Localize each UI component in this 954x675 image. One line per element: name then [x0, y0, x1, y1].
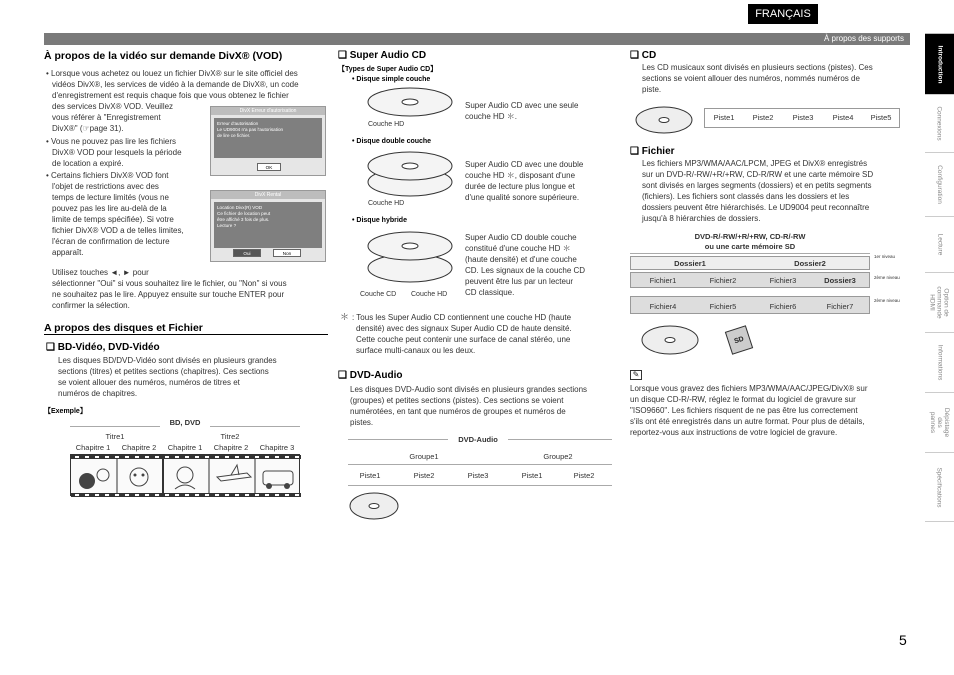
single-text-a: Super Audio CD avec une seule [465, 101, 579, 110]
tab-hdmi[interactable]: Option de commande HDMI [925, 272, 954, 332]
dvda-diagram-title: DVD-Audio [458, 435, 498, 444]
dvda-line [348, 439, 448, 440]
hybrid-text-b: constitué d'une couche HD ＊ [465, 244, 571, 253]
vod-bullet-1-f: DivX®" (☞page 31). [52, 124, 124, 133]
section-header-bar [44, 33, 910, 45]
note-a: Lorsque vous gravez des fichiers MP3/WMA/AAC/JPEG/DivX® sur [630, 384, 868, 393]
note-b: un disque CD-R/-RW, réglez le format du logiciel de gravure sur [630, 395, 856, 404]
dialog-ok-button[interactable]: OK [257, 163, 281, 171]
note-e: reportez-vous aux instructions de votre logiciel de gravure. [630, 428, 838, 437]
use-text-b: sélectionner "Oui" si vous souhaitez lire le fichier, ou "Non" si vous [52, 279, 287, 288]
level2b-caption: 2ème niveau [874, 298, 900, 303]
rental-dialog [210, 190, 326, 262]
double-text-a: Super Audio CD avec une double [465, 160, 584, 169]
bd-chapter: Chapitre 2 [121, 443, 157, 452]
dvda-track: Piste3 [467, 471, 489, 480]
tab-connexions[interactable]: Connexions [925, 94, 954, 152]
file-fichier6: Fichier6 [769, 302, 797, 311]
dvda-text-b: (groupes) et petites sections (pistes). Ces sections se voient [350, 396, 564, 405]
sacd-heading: ❑ Super Audio CD [338, 50, 426, 61]
cd-text-c: piste. [642, 85, 662, 94]
section-title: À propos des supports [823, 34, 904, 43]
sacd-note-star: ＊ [340, 312, 350, 322]
vod-bullet-3-f: fichier DivX® VOD a de telles limites, [52, 226, 184, 235]
vod-bullet-3-h: apparaît. [52, 248, 84, 257]
file-text-d: (fichiers). Les fichiers sont classés dans les dossiers et les [642, 192, 850, 201]
dialog-no-button[interactable]: Non [273, 249, 301, 257]
file-fichier1: Fichier1 [649, 276, 677, 285]
single-layer-label: • Disque simple couche [352, 76, 431, 83]
sacd-note-b: densité) avec des signaux Super Audio CD de haute densité. [356, 324, 572, 333]
dvda-text-c: numérotées, en tant que numéros de groupes et numéros de [350, 407, 566, 416]
vod-bullet-2-b: DivX® VOD pour lesquels la période [52, 148, 182, 157]
hybrid-label: • Disque hybride [352, 217, 407, 224]
bd-diagram [70, 416, 300, 498]
film-strip [70, 454, 300, 496]
cd-text-a: Les CD musicaux sont divisés en plusieurs sections (pistes). Ces [642, 63, 873, 72]
dialog-title: DivX Erreur d'autorisation [211, 107, 325, 115]
cd-track: Piste4 [832, 113, 854, 122]
file-text-f: jusqu'à 8 hiérarchies de dossiers. [642, 214, 761, 223]
film-strip-frames [71, 455, 301, 497]
single-layer-caption: Couche HD [368, 121, 405, 128]
file-fichier7: Fichier7 [826, 302, 854, 311]
vod-bullet-3-d: pouvez pas les lire au-delà de la [52, 204, 167, 213]
folder-dossier3: Dossier3 [824, 276, 856, 285]
sacd-note-c: Cette couche peut contenir une surface de canal stéréo, une [356, 335, 571, 344]
file-text-a: Les fichiers MP3/WMA/AAC/LPCM, JPEG et DivX® enregistrés [642, 159, 868, 168]
vod-bullet-1-b: vidéos DivX®, les services de vidéo à la demande de DivX®, un code [52, 80, 299, 89]
dvda-text-a: Les disques DVD-Audio sont divisés en plusieurs grandes sections [350, 385, 588, 394]
discs-heading: A propos des disques et Fichier [44, 322, 203, 334]
chapter-sidebar [925, 33, 954, 520]
sacd-types-label: 【Types de Super Audio CD】 [338, 66, 438, 73]
vod-bullet-1-d: des services DivX® VOD. Veuillez [52, 102, 174, 111]
bd-titre2: Titre2 [220, 432, 240, 441]
cd-track: Piste5 [870, 113, 892, 122]
dvda-text-d: pistes. [350, 418, 374, 427]
tab-configuration[interactable]: Configuration [925, 152, 954, 216]
file-diagram-title-a: DVD-R/-RW/+R/+RW, CD-R/-RW [694, 232, 806, 241]
sd-card-icon: SD [725, 325, 753, 355]
vod-bullet-1-c: d'enregistrement est requis chaque fois que vous obtenez le fichier [52, 91, 289, 100]
bd-diagram-line [210, 426, 300, 427]
file-diagram-title-b: ou une carte mémoire SD [704, 242, 796, 251]
level2a-caption: 2ème niveau [874, 275, 900, 280]
hybrid-text-c: (haute densité) et d'une couche [465, 255, 577, 264]
hybrid-cd-caption: Couche CD [360, 291, 397, 298]
dialog-body: Erreur d'autorisation Le UD9004 n'a pas l'autorisation de lire ce fichier. [214, 118, 322, 158]
cd-track: Piste1 [713, 113, 735, 122]
tab-lecture[interactable]: Lecture [925, 216, 954, 272]
bd-text-c: se voient allouer des numéros, numéros de titres et [58, 378, 240, 387]
note-c: "ISO9660". Les fichiers risquent de ne pas être lus correctement [630, 406, 858, 415]
data-disc-icon [640, 318, 700, 358]
cd-track: Piste2 [752, 113, 774, 122]
double-layer-label: • Disque double couche [352, 138, 432, 145]
vod-bullet-3-g: l'écran de confirmation de lecture [52, 237, 170, 246]
double-text-b: couche HD ＊, disposant d'une [465, 171, 576, 180]
file-fichier4: Fichier4 [649, 302, 677, 311]
vod-bullet-1-a: • Lorsque vous achetez ou louez un fichier DivX® sur le site officiel des [46, 69, 298, 78]
dvda-heading: ❑ DVD-Audio [338, 370, 403, 381]
dvda-disc-icon [348, 488, 404, 524]
vod-bullet-3-a: • Certains fichiers DivX® VOD font [46, 171, 169, 180]
bd-text-d: numéros de chapitres. [58, 389, 138, 398]
bd-diagram-line [70, 426, 160, 427]
hybrid-text-e: peuvent être lus par un lecteur [465, 277, 574, 286]
bd-chapter: Chapitre 2 [213, 443, 249, 452]
vod-bullet-3-b: l'objet de restrictions avec des [52, 182, 159, 191]
double-layer-caption: Couche HD [368, 200, 405, 207]
hybrid-text-d: CD. Les signaux de la couche CD [465, 266, 586, 275]
note-d: s'ils ont été enregistrés dans un autre format. Pour plus de détails, [630, 417, 865, 426]
vod-bullet-1-e: vous référer à "Enregistrement [52, 113, 161, 122]
discs-heading-rule [44, 334, 328, 335]
tab-informations[interactable]: Informations [925, 332, 954, 392]
tab-depistage[interactable]: Dépistage des pannes [925, 392, 954, 452]
bd-heading: ❑ BD-Vidéo, DVD-Vidéo [46, 342, 160, 353]
dvda-track: Piste2 [413, 471, 435, 480]
use-text-a: Utilisez touches ◄, ► pour [52, 268, 149, 277]
bd-chapter: Chapitre 1 [75, 443, 111, 452]
dvda-diagram [344, 432, 614, 524]
language-badge: FRANÇAIS [748, 4, 818, 24]
bd-titre1: Titre1 [105, 432, 125, 441]
file-text-c: sont divisés en larges segments (dossiers) et en petits segments [642, 181, 872, 190]
note-pencil-icon: ✎ [630, 370, 642, 380]
cd-disc-icon [634, 104, 694, 136]
dialog-yes-button[interactable]: Oui [233, 249, 261, 257]
double-text-d: d'une qualité sonore supérieure. [465, 193, 580, 202]
dvda-track: Piste1 [359, 471, 381, 480]
cd-track: Piste3 [792, 113, 814, 122]
vod-bullet-3-c: temps de lecture limités (vous ne [52, 193, 169, 202]
folder-dossier1: Dossier1 [674, 259, 706, 268]
use-text-c: ne souhaitez pas le lire. Appuyez ensuite sur touche ENTER pour [52, 290, 285, 299]
hybrid-text-a: Super Audio CD double couche [465, 233, 577, 242]
vod-bullet-2-c: de location a expiré. [52, 159, 124, 168]
dvda-track: Piste2 [573, 471, 595, 480]
dvda-line [348, 485, 612, 486]
hybrid-disc [366, 230, 456, 286]
tab-introduction[interactable]: Introduction [925, 34, 954, 94]
hybrid-text-f: CD classique. [465, 288, 515, 297]
file-text-b: sur un DVD-R/-RW/+R/+RW, CD-R/RW et une carte mémoire SD [642, 170, 874, 179]
bd-chapter: Chapitre 3 [259, 443, 295, 452]
tab-specifications[interactable]: Spécifications [925, 452, 954, 522]
file-heading: ❑ Fichier [630, 146, 675, 157]
sacd-note-d: surface multi-canaux ou les deux. [356, 346, 476, 355]
dvda-track: Piste1 [521, 471, 543, 480]
hybrid-hd-caption: Couche HD [411, 291, 448, 298]
folder-dossier2: Dossier2 [794, 259, 826, 268]
dialog-body: Location Divx(R) VOD Ce fichier de location peut être affiché 3 fois de plus. Lecture ? [214, 202, 322, 248]
file-fichier2: Fichier2 [709, 276, 737, 285]
file-fichier3: Fichier3 [769, 276, 797, 285]
cd-text-b: sections se voient allouer des numéros, nommés numéros de [642, 74, 860, 83]
file-diagram [630, 230, 910, 360]
level1-caption: 1er niveau [874, 254, 896, 259]
file-text-e: dossiers peuvent être hiérarchisés. Le UD9004 peut reconnaître [642, 203, 870, 212]
double-text-c: durée de lecture plus longue et [465, 182, 575, 191]
bd-text-b: sections (titres) et petites sections (chapitres). Ces sections [58, 367, 269, 376]
page-number: 5 [899, 632, 907, 648]
dvda-group-2: Groupe2 [543, 452, 573, 461]
single-layer-disc [366, 86, 456, 118]
cd-heading: ❑ CD [630, 50, 656, 61]
dialog-title: DivX Rental [211, 191, 325, 199]
auth-error-dialog [210, 106, 326, 176]
single-text-b: couche HD ＊. [465, 112, 518, 121]
dvda-line [348, 464, 612, 465]
use-text-d: confirmer la sélection. [52, 301, 130, 310]
example-label: 【Exemple】 [44, 408, 87, 415]
dvda-line [508, 439, 612, 440]
bd-text-a: Les disques BD/DVD-Vidéo sont divisés en plusieurs grandes [58, 356, 277, 365]
vod-heading: À propos de la vidéo sur demande DivX® (VOD) [44, 50, 283, 62]
cd-track-box [704, 108, 900, 128]
cd-diagram [634, 100, 900, 136]
dvda-group-1: Groupe1 [409, 452, 439, 461]
vod-bullet-2-a: • Vous ne pouvez pas lire les fichiers [46, 137, 176, 146]
file-diagram-line [630, 253, 870, 254]
bd-diagram-title: BD, DVD [169, 418, 201, 427]
vod-bullet-3-e: limite de temps spécifiée). Si votre [52, 215, 174, 224]
file-fichier5: Fichier5 [709, 302, 737, 311]
bd-chapter: Chapitre 1 [167, 443, 203, 452]
double-layer-disc [366, 150, 456, 198]
sacd-note-a: : Tous les Super Audio CD contiennent une couche HD (haute [352, 313, 572, 322]
